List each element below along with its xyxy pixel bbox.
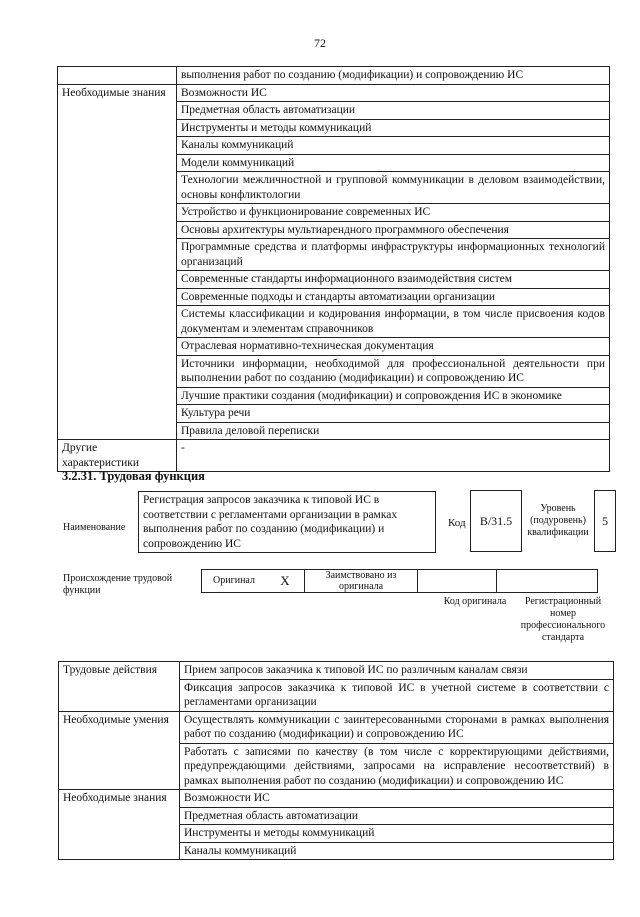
other-label: Другие характеристики — [58, 440, 177, 472]
knowledge-item: Инструменты и методы коммуникаций — [177, 119, 610, 137]
actions-label: Трудовые действия — [59, 662, 180, 712]
skills-label: Необходимые умения — [59, 711, 180, 790]
knowledge-item: Культура речи — [177, 405, 610, 423]
knowledge-item: Инструменты и методы коммуникаций — [180, 825, 614, 843]
level-value: 5 — [594, 490, 616, 552]
code-original-label: Код оригинала — [443, 596, 507, 607]
page-number: 72 — [314, 36, 326, 50]
reg-number-cell — [497, 570, 598, 593]
continuation-text: выполнения работ по созданию (модификации) и сопровождению ИС — [177, 67, 610, 85]
name-label: Наименование — [63, 522, 126, 533]
action-item: Фиксация запросов заказчика к типовой ИС в учетной системе в соответствии с регламентами организации — [180, 679, 614, 711]
table-cell-empty — [58, 67, 177, 85]
knowledge-item: Устройство и функционирование современных ИС — [177, 204, 610, 222]
borrowed-label: Заимствовано из оригинала — [305, 570, 418, 593]
origin-label: Происхождение трудовой функции — [63, 573, 173, 596]
knowledge-item: Программные средства и платформы инфраструктуры информационных технологий организаций — [177, 239, 610, 271]
knowledge-item: Источники информации, необходимой для профессиональной деятельности при выполнении работ по созданию (модификации) и сопровождению ИС — [177, 355, 610, 387]
knowledge-item: Возможности ИС — [180, 790, 614, 808]
code-value: B/31.5 — [470, 490, 522, 552]
origin-table — [201, 569, 598, 593]
knowledge-label: Необходимые знания — [59, 790, 180, 860]
reg-number-label: Регистрационный номер профессионального стандарта — [520, 596, 606, 643]
knowledge-label: Необходимые знания — [58, 84, 177, 440]
knowledge-item: Правила деловой переписки — [177, 422, 610, 440]
section-title: 3.2.31. Трудовая функция — [62, 469, 205, 483]
knowledge-item: Каналы коммуникаций — [177, 137, 610, 155]
knowledge-item: Предметная область автоматизации — [180, 807, 614, 825]
original-mark: X — [266, 570, 305, 593]
knowledge-item: Системы классификации и кодирования информации, в том числе присвоения кодов документам и элементам справочников — [177, 306, 610, 338]
knowledge-table — [57, 66, 610, 472]
original-label: Оригинал — [202, 570, 267, 593]
function-name: Регистрация запросов заказчика к типовой ИС в соответствии с регламентами организации в рамках выполнения работ по созданию (модификации) и сопровождению ИС — [138, 491, 436, 553]
level-label: Уровень (подуровень) квалификации — [527, 503, 589, 538]
other-value: - — [177, 440, 610, 472]
code-original-cell — [418, 570, 497, 593]
knowledge-item: Предметная область автоматизации — [177, 102, 610, 120]
skill-item: Осуществлять коммуникации с заинтересованными сторонами в рамках выполнения работ по созданию (модификации) и сопровождению ИС — [180, 711, 614, 743]
knowledge-item: Современные стандарты информационного взаимодействия систем — [177, 271, 610, 289]
action-item: Прием запросов заказчика к типовой ИС по различным каналам связи — [180, 662, 614, 680]
knowledge-item: Модели коммуникаций — [177, 154, 610, 172]
knowledge-item: Лучшие практики создания (модификации) и сопровождения ИС в экономике — [177, 387, 610, 405]
knowledge-item: Технологии межличностной и групповой коммуникации в деловом взаимодействии, основы конфликтологии — [177, 172, 610, 204]
knowledge-item: Отраслевая нормативно-техническая документация — [177, 338, 610, 356]
knowledge-item: Основы архитектуры мультиарендного программного обеспечения — [177, 221, 610, 239]
knowledge-item: Возможности ИС — [177, 84, 610, 102]
skill-item: Работать с записями по качеству (в том числе с корректирующими действиями, предупреждающими действиями, запросами на исправление несоответствий) в рамках выполнения работ по созданию (модификации) и сопровождению ИС — [180, 743, 614, 790]
knowledge-item: Современные подходы и стандарты автоматизации организации — [177, 288, 610, 306]
function-table — [58, 661, 614, 860]
knowledge-item: Каналы коммуникаций — [180, 842, 614, 860]
code-label: Код — [448, 517, 466, 529]
